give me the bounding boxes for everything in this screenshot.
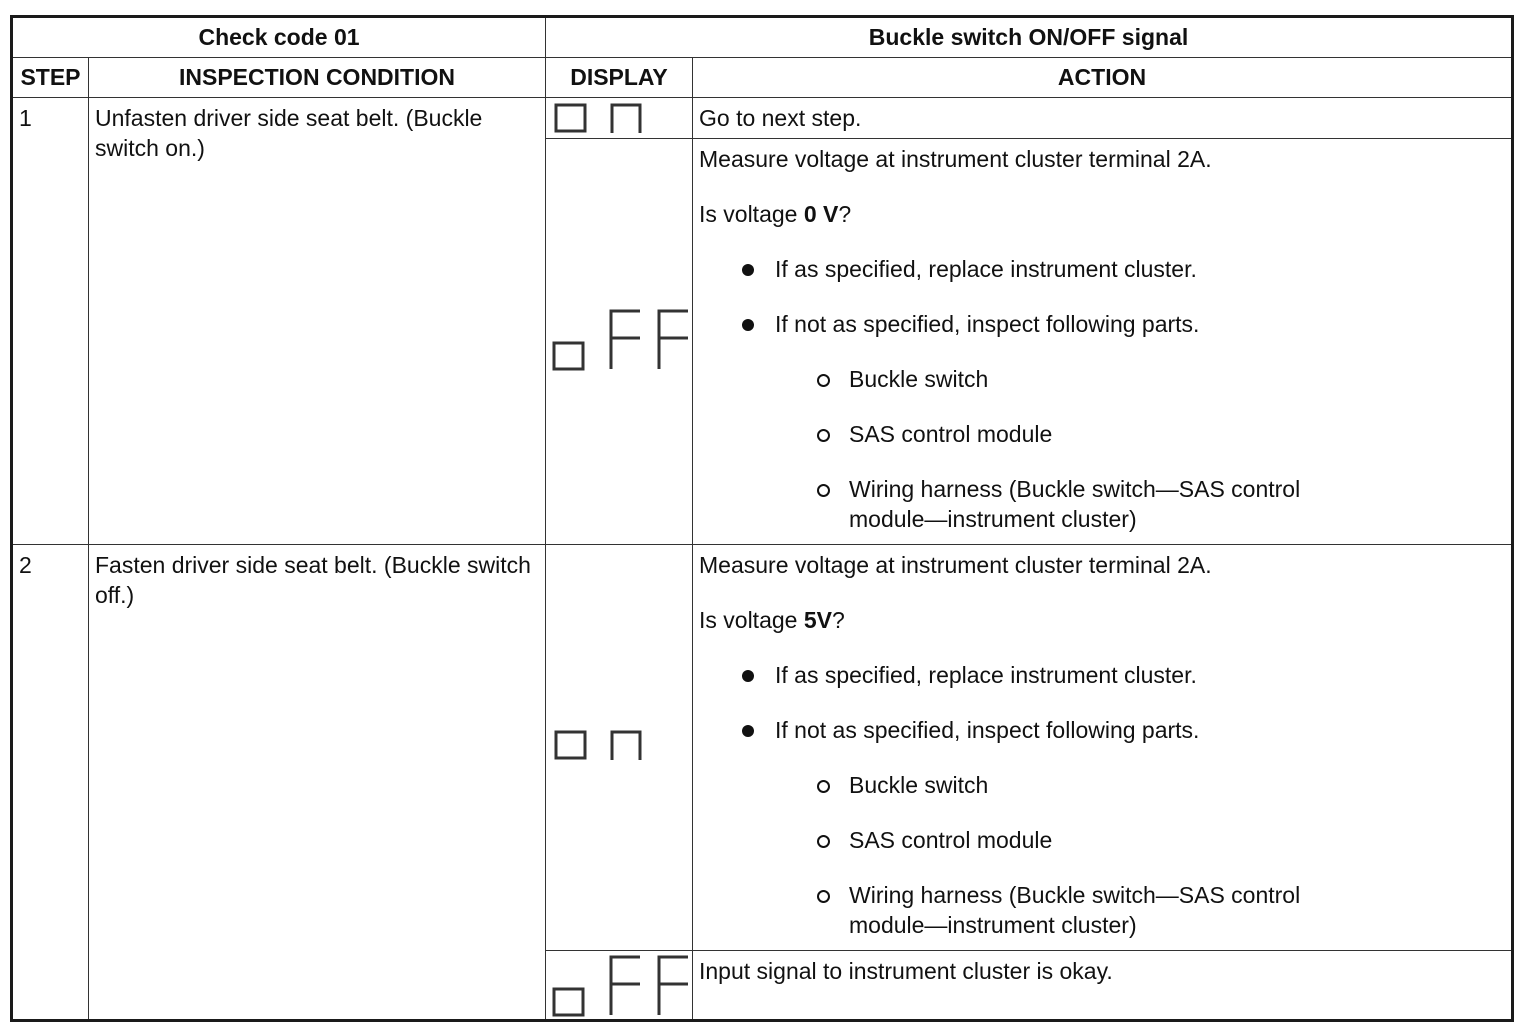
lcd-off-icon xyxy=(548,307,694,377)
hollow-circle-bullet-icon xyxy=(817,890,830,903)
action-cell xyxy=(693,98,1513,139)
hollow-circle-bullet-icon xyxy=(817,374,830,387)
step-cell xyxy=(12,98,89,545)
display-cell xyxy=(546,138,693,544)
measure-instruction: Measure voltage at instrument cluster terminal 2A. xyxy=(699,145,1212,172)
action-text: Go to next step. xyxy=(699,105,862,132)
action-cell xyxy=(693,138,1513,544)
display-cell xyxy=(546,544,693,950)
hollow-circle-bullet-icon xyxy=(817,484,830,497)
display-cell xyxy=(546,98,693,139)
step-cell xyxy=(12,544,89,1020)
list-item: Buckle switch xyxy=(699,364,1505,394)
table-row xyxy=(12,544,1513,950)
voltage-question: Is voltage 0 V? xyxy=(699,200,852,227)
title-row xyxy=(12,17,1513,58)
filled-circle-bullet-icon xyxy=(742,264,754,276)
list-item: SAS control module xyxy=(699,825,1505,855)
list-item: SAS control module xyxy=(699,419,1505,449)
action-cell xyxy=(693,544,1513,950)
list-item: If not as specified, inspect following parts. xyxy=(699,715,1505,745)
list-item: If as specified, replace instrument cluster. xyxy=(699,254,1505,284)
condition-cell xyxy=(89,98,546,545)
column-header-row xyxy=(12,57,1513,98)
list-item: If as specified, replace instrument cluster. xyxy=(699,660,1505,690)
lcd-off-icon xyxy=(548,953,694,1021)
hollow-circle-bullet-icon xyxy=(817,835,830,848)
lcd-on-icon xyxy=(550,727,650,763)
condition-cell xyxy=(89,544,546,1020)
list-item: Buckle switch xyxy=(699,770,1505,800)
hollow-circle-bullet-icon xyxy=(817,429,830,442)
voltage-value: 0 V xyxy=(803,200,839,227)
filled-circle-bullet-icon xyxy=(742,670,754,682)
action-cell xyxy=(693,950,1513,1020)
lcd-on-icon xyxy=(550,100,650,136)
display-cell xyxy=(546,950,693,1020)
signal-title: Buckle switch ON/OFF signal xyxy=(546,17,1513,58)
column-header-action: ACTION xyxy=(693,57,1513,98)
check-code-title: Check code 01 xyxy=(12,17,546,58)
check-code-table xyxy=(10,15,1514,1022)
voltage-question: Is voltage 5V? xyxy=(699,606,845,633)
column-header-condition: INSPECTION CONDITION xyxy=(89,57,546,98)
list-item: If not as specified, inspect following parts. xyxy=(699,309,1505,339)
column-header-step: STEP xyxy=(12,57,89,98)
table-row xyxy=(12,98,1513,139)
column-header-display: DISPLAY xyxy=(546,57,693,98)
filled-circle-bullet-icon xyxy=(742,725,754,737)
step-number: 2 xyxy=(19,551,32,578)
list-item: Wiring harness (Buckle switch—SAS control module—instrument cluster) xyxy=(699,880,1349,940)
hollow-circle-bullet-icon xyxy=(817,780,830,793)
inspection-condition: Unfasten driver side seat belt. (Buckle switch on.) xyxy=(95,105,483,162)
voltage-value: 5V xyxy=(803,606,832,633)
action-text: Input signal to instrument cluster is okay. xyxy=(699,957,1113,984)
list-item: Wiring harness (Buckle switch—SAS control module—instrument cluster) xyxy=(699,474,1349,534)
filled-circle-bullet-icon xyxy=(742,319,754,331)
inspection-condition: Fasten driver side seat belt. (Buckle switch off.) xyxy=(95,551,531,608)
step-number: 1 xyxy=(19,105,32,132)
measure-instruction: Measure voltage at instrument cluster terminal 2A. xyxy=(699,551,1212,578)
